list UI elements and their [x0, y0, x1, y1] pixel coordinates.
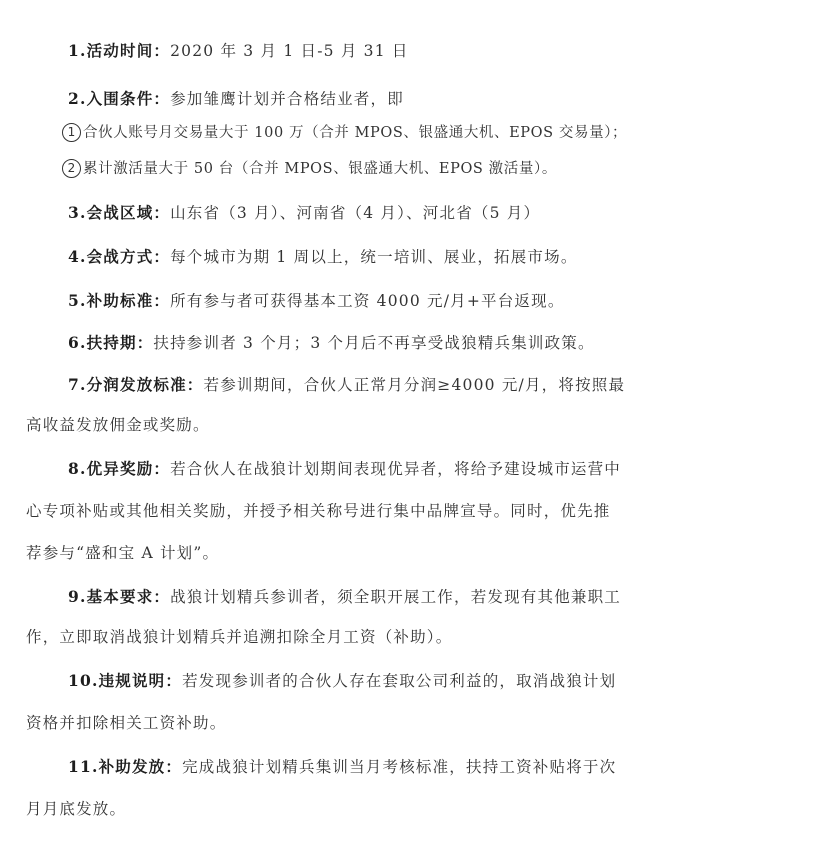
item-11-continuation: 月月底发放。: [26, 800, 127, 818]
item-6-text: 扶持参训者 3 个月；3 个月后不再享受战狼精兵集训政策。: [153, 334, 595, 352]
item-5-label: 补助标准：: [86, 291, 171, 310]
item-9-continuation: 作，立即取消战狼计划精兵并追溯扣除全月工资（补助）。: [26, 628, 453, 646]
item-10-label: 违规说明：: [98, 671, 183, 690]
item-8-continuation-2: 荐参与“盛和宝 A 计划”。: [26, 544, 220, 562]
item-9: [68, 586, 621, 608]
item-5-number: 5.: [68, 291, 87, 310]
item-9-label: 基本要求：: [86, 587, 171, 606]
item-4: [68, 246, 578, 268]
item-7-continuation: 高收益发放佣金或奖励。: [26, 416, 210, 434]
item-6-number: 6.: [68, 333, 87, 352]
item-9-number: 9.: [68, 587, 87, 606]
item-10: [68, 670, 616, 692]
item-8-continuation-1: 心专项补贴或其他相关奖励，并授予相关称号进行集中品牌宣导。同时，优先推: [26, 502, 611, 520]
item-11: [68, 756, 616, 778]
item-10-continuation: 资格并扣除相关工资补助。: [26, 714, 227, 732]
item-4-text: 每个城市为期 1 周以上，统一培训、展业，拓展市场。: [170, 248, 578, 266]
item-3-label: 会战区域：: [86, 203, 171, 222]
item-9-text: 战狼计划精兵参训者，须全职开展工作，若发现有其他兼职工: [170, 588, 622, 606]
item-10-number: 10.: [68, 671, 99, 690]
item-5: [68, 290, 565, 312]
item-3: [68, 202, 540, 224]
item-8: [68, 458, 621, 480]
item-4-label: 会战方式：: [86, 247, 171, 266]
item-7: [68, 374, 625, 396]
item-5-text: 所有参与者可获得基本工资 4000 元/月+平台返现。: [170, 292, 565, 310]
item-11-text: 完成战狼计划精兵集训当月考核标准，扶持工资补贴将于次: [182, 758, 617, 776]
item-1-label: 活动时间：: [86, 41, 171, 60]
circled-number-1: 1: [62, 123, 81, 142]
item-1: [68, 40, 409, 62]
circled-number-2: 2: [62, 159, 81, 178]
item-1-text: 2020 年 3 月 1 日-5 月 31 日: [170, 42, 409, 60]
item-6-label: 扶持期：: [86, 333, 154, 352]
item-8-label: 优异奖励：: [86, 459, 171, 478]
item-11-number: 11.: [68, 757, 99, 776]
item-2: [68, 88, 404, 110]
item-3-number: 3.: [68, 203, 87, 222]
item-7-label: 分润发放标准：: [86, 375, 204, 394]
item-8-number: 8.: [68, 459, 87, 478]
item-6: [68, 332, 595, 354]
item-11-label: 补助发放：: [98, 757, 183, 776]
item-2-sub-1: [62, 122, 627, 144]
item-7-text: 若参训期间，合伙人正常月分润≥4000 元/月，将按照最: [203, 376, 626, 394]
item-4-number: 4.: [68, 247, 87, 266]
item-2-number: 2.: [68, 89, 87, 108]
item-10-text: 若发现参训者的合伙人存在套取公司利益的，取消战狼计划: [182, 672, 617, 690]
item-2-sub-1-text: 合伙人账号月交易量大于 100 万（合并 MPOS、银盛通大机、EPOS 交易量）；: [83, 125, 628, 141]
item-2-label: 入围条件：: [86, 89, 171, 108]
item-7-number: 7.: [68, 375, 87, 394]
item-2-text: 参加雏鹰计划并合格结业者，即: [170, 90, 404, 108]
item-3-text: 山东省（3 月）、河南省（4 月）、河北省（5 月）: [170, 204, 541, 222]
item-2-sub-2: [62, 158, 557, 180]
item-2-sub-2-text: 累计激活量大于 50 台（合并 MPOS、银盛通大机、EPOS 激活量）。: [83, 161, 557, 177]
item-8-text: 若合伙人在战狼计划期间表现优异者，将给予建设城市运营中: [170, 460, 622, 478]
item-1-number: 1.: [68, 41, 87, 60]
